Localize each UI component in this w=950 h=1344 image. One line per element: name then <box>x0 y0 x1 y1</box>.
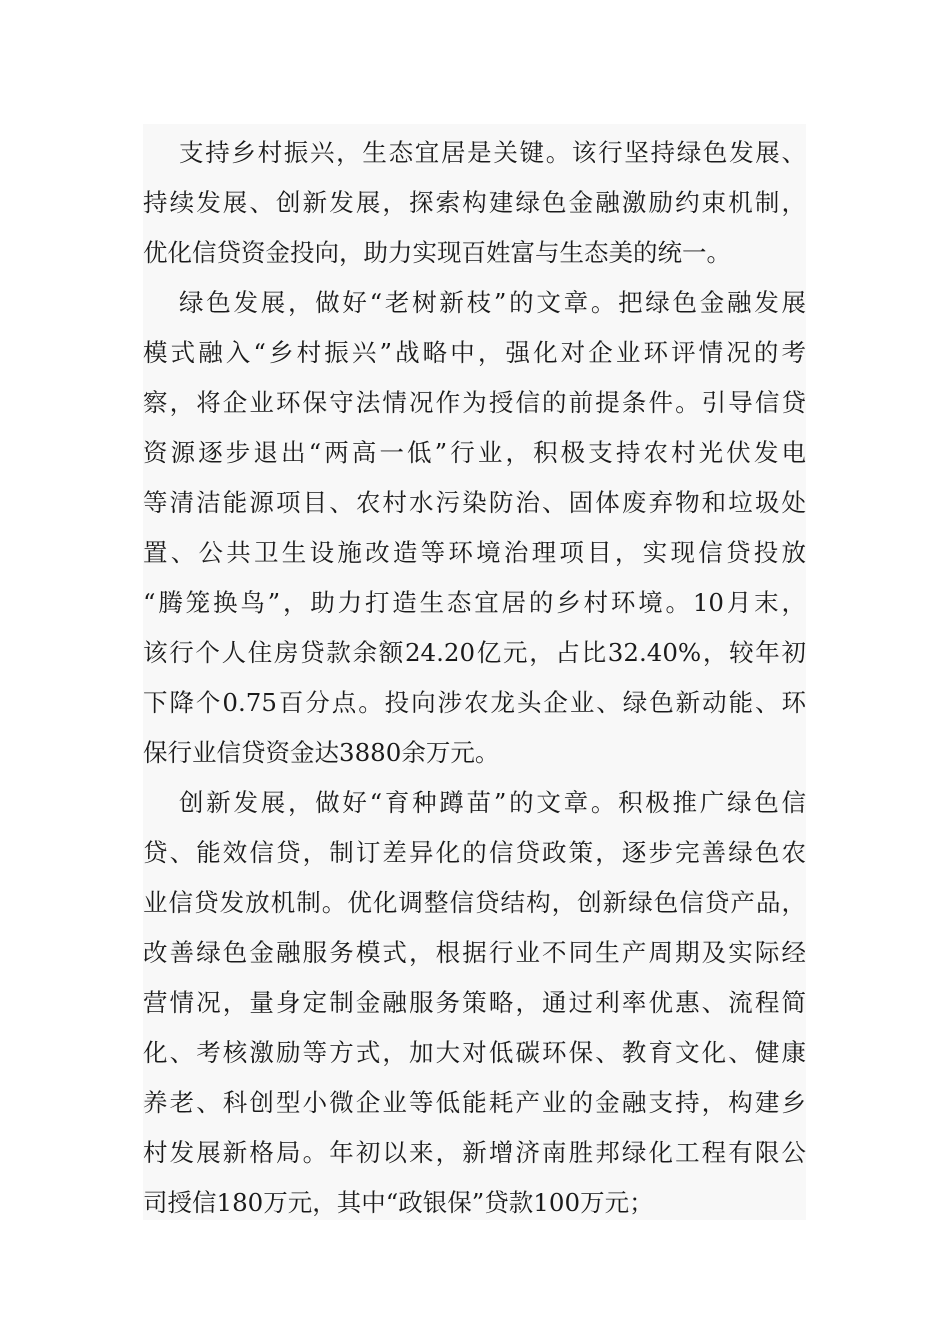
paragraph-1-line-1: 支持乡村振兴，生态宜居是关键。该行坚持绿色发展、 <box>179 138 806 167</box>
paragraph-3-line-1: 创新发展，做好“育种蹲苗”的文章。积极推广绿色信 <box>179 788 806 817</box>
paragraph-3-line-3: 业信贷发放机制。优化调整信贷结构，创新绿色信贷产品， <box>143 888 806 917</box>
paragraph-2-line-5: 等清洁能源项目、农村水污染防治、固体废弃物和垃圾处 <box>143 488 806 517</box>
paragraph-3-line-5: 营情况，量身定制金融服务策略，通过利率优惠、流程简 <box>143 988 806 1017</box>
paragraph-2-line-8: 该行个人住房贷款余额24.20亿元，占比32.40%，较年初 <box>143 638 806 667</box>
paragraph-2-line-10: 保行业信贷资金达3880余万元。 <box>143 738 500 767</box>
paragraph-2-line-3: 察，将企业环保守法情况作为授信的前提条件。引导信贷 <box>143 388 806 417</box>
paragraph-3-line-9: 司授信180万元，其中“政银保”贷款100万元； <box>143 1188 654 1217</box>
paragraph-3-line-2: 贷、能效信贷，制订差异化的信贷政策，逐步完善绿色农 <box>143 838 806 867</box>
paragraph-3-line-6: 化、考核激励等方式，加大对低碳环保、教育文化、健康 <box>143 1038 806 1067</box>
paragraph-2-line-9: 下降个0.75百分点。投向涉农龙头企业、绿色新动能、环 <box>143 688 806 717</box>
paragraph-2-line-6: 置、公共卫生设施改造等环境治理项目，实现信贷投放 <box>143 538 806 567</box>
paragraph-3-line-7: 养老、科创型小微企业等低能耗产业的金融支持，构建乡 <box>143 1088 806 1117</box>
paragraph-3-line-4: 改善绿色金融服务模式，根据行业不同生产周期及实际经 <box>143 938 806 967</box>
paragraph-1-line-2: 持续发展、创新发展，探索构建绿色金融激励约束机制， <box>143 188 806 217</box>
paragraph-2-line-1: 绿色发展，做好“老树新枝”的文章。把绿色金融发展 <box>179 288 806 317</box>
paragraph-3-line-8: 村发展新格局。年初以来，新增济南胜邦绿化工程有限公 <box>143 1138 806 1167</box>
paragraph-2-line-7: “腾笼换鸟”，助力打造生态宜居的乡村环境。10月末， <box>143 588 806 617</box>
paragraph-1-line-3: 优化信贷资金投向，助力实现百姓富与生态美的统一。 <box>143 238 731 267</box>
paragraph-2-line-2: 模式融入“乡村振兴”战略中，强化对企业环评情况的考 <box>143 338 806 367</box>
document-text-block <box>143 124 806 1220</box>
paragraph-2-line-4: 资源逐步退出“两高一低”行业，积极支持农村光伏发电 <box>143 438 806 467</box>
